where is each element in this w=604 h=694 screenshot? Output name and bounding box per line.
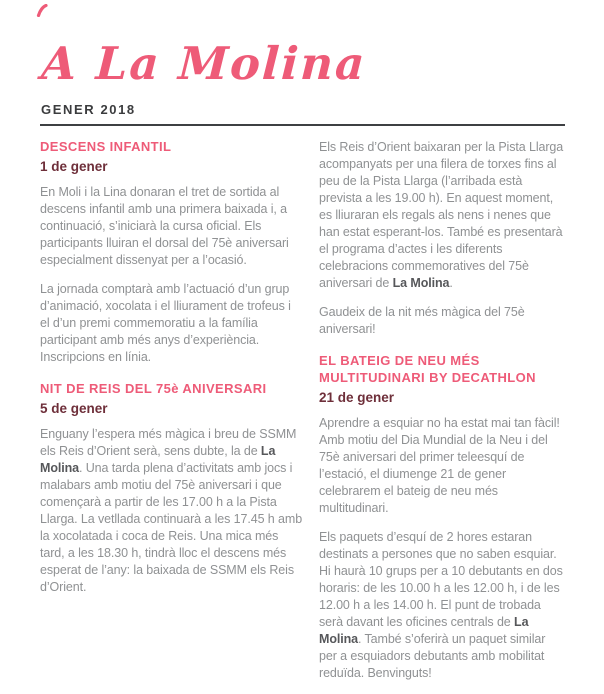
corner-brush-mark-icon xyxy=(36,4,48,17)
emphasis-la-molina: La Molina xyxy=(392,275,450,290)
section-heading: EL BATEIG DE NEU MÉS MULTITUDINARI BY DECATHLON xyxy=(319,352,536,385)
section-date: 21 de gener xyxy=(319,389,395,405)
emphasis-la-molina: La Molina xyxy=(40,443,276,475)
content-columns xyxy=(40,139,565,694)
paragraph xyxy=(319,139,565,292)
text-run: Enguany l’espera més màgica i breu de SSMM els Reis d’Orient serà, sens dubte, la de xyxy=(40,426,297,458)
paragraph xyxy=(319,304,565,338)
header-divider xyxy=(40,124,565,126)
right-column xyxy=(319,139,565,694)
text-run: Els Reis d’Orient baixaran per la Pista Llarga acompanyats per una filera de torxes fins al peu de la Pista Llarga (l’arribada està prevista a les 19.00 h). En aquest moment, es lliuraran els regals als nens i nenes que han estat esperant-los. També es presentarà el programa d’actes i les diferents celebracions commemoratives del 75è aniversari de xyxy=(319,139,564,290)
paragraph xyxy=(40,184,303,269)
section-date: 1 de gener xyxy=(40,158,108,174)
section-date: 5 de gener xyxy=(40,400,108,416)
paragraph xyxy=(40,281,303,366)
text-run: Aprendre a esquiar no ha estat mai tan fàcil! Amb motiu del Dia Mundial de la Neu i del 75è aniversari del primer teleesquí de l’estació, el diumenge 21 de gener celebrarem el bateig de neu més multitudinari. xyxy=(319,415,560,515)
emphasis-la-molina: La Molina xyxy=(319,614,529,646)
text-run: En Moli i la Lina donaran el tret de sortida al descens infantil amb una primera baixada i, a continuació, s’iniciarà la cursa oficial. Els participants lluiran el dorsal del 75è aniversari especialment dissenyat per a l’ocasió. xyxy=(40,184,289,267)
text-run: . Una tarda plena d’activitats amb jocs i malabars amb motiu del 75è aniversari i que començarà a partir de les 17.00 h a la Pista Llarga. La vetllada continuarà a les 17.45 h amb la xocolatada i coca de Reis. Una mica més tard, a les 18.30 h, tindrà lloc el descens més esperat de l’any: la baixada de SSMM els Reis d’Orient. xyxy=(40,460,303,594)
text-run: . xyxy=(449,275,453,290)
section-heading: NIT DE REIS DEL 75è ANIVERSARI xyxy=(40,380,267,396)
paragraph xyxy=(40,426,303,596)
text-run: . També s’oferirà un paquet similar per a esquiadors debutants amb mobilitat reduïda. Benvinguts! xyxy=(319,631,546,680)
text-run: Gaudeix de la nit més màgica del 75è aniversari! xyxy=(319,304,525,336)
issue-date: GENER 2018 xyxy=(41,101,136,117)
left-column xyxy=(40,139,303,694)
page-title: A La Molina xyxy=(39,37,368,90)
text-run: La jornada comptarà amb l’actuació d’un grup d’animació, xocolata i el lliurament de trofeus i el d’un premi commemoratiu a la família participant amb més anys d’experiència. Inscripcions en línia. xyxy=(40,281,291,364)
text-run: Els paquets d’esquí de 2 hores estaran destinats a persones que no saben esquiar. Hi haurà 10 grups per a 10 debutants en dos horaris: de les 10.00 h a les 12.00 h, i de les 12.00 h a les 14.00 h. El punt de trobada serà davant les oficines centrals de xyxy=(319,529,563,629)
paragraph xyxy=(319,529,565,682)
section-heading: DESCENS INFANTIL xyxy=(40,138,172,154)
paragraph xyxy=(319,415,565,517)
